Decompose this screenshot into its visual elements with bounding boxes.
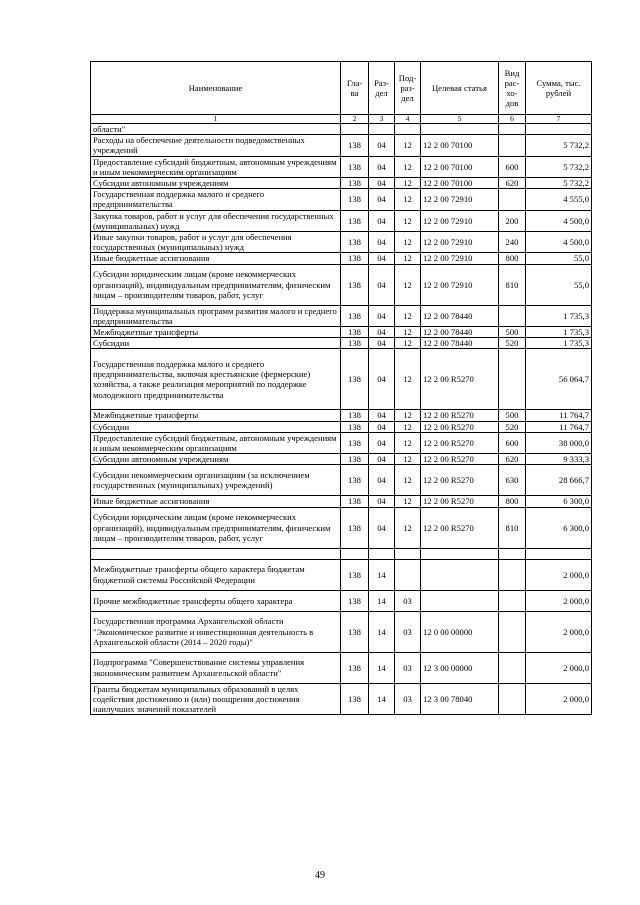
cell-razdel: 04 (369, 496, 395, 507)
cell-glava: 138 (341, 432, 369, 453)
table-row (91, 232, 592, 253)
cell-name: Межбюджетные трансферты общего характера бюджетам бюджетной системы Российской Федерации (91, 559, 341, 590)
cell-podrazdel: 12 (395, 338, 421, 349)
cell-sum: 4 500,0 (526, 210, 592, 231)
table-row (91, 338, 592, 349)
cell-podrazdel: 12 (395, 349, 421, 410)
cell-razdel: 04 (369, 327, 395, 338)
cell-target: 12 2 00 78440 (421, 305, 499, 326)
header-podrazdel: Под-раз-дел (395, 62, 421, 115)
cell-razdel: 04 (369, 410, 395, 421)
cell-name: Закупка товаров, работ и услуг для обеспечения государственных (муниципальных) нужд (91, 210, 341, 231)
cell-target: 12 2 00 72910 (421, 264, 499, 305)
cell-name: Межбюджетные трансферты (91, 410, 341, 421)
cell-sum: 5 732,2 (526, 178, 592, 189)
cell-vid: 800 (499, 496, 526, 507)
cell-target: 12 2 00 78440 (421, 338, 499, 349)
cell-target: 12 2 00 72910 (421, 189, 499, 210)
cell-target: 12 2 00 R5270 (421, 421, 499, 432)
cell-name: Расходы на обеспечение деятельности подведомственных учреждений (91, 135, 341, 156)
cell-glava: 138 (341, 496, 369, 507)
cell-vid: 240 (499, 232, 526, 253)
cell-target: 12 3 00 00000 (421, 652, 499, 683)
table-row (91, 559, 592, 590)
cell-podrazdel: 12 (395, 432, 421, 453)
cell-vid (499, 124, 526, 135)
cell-target: 12 2 00 70100 (421, 178, 499, 189)
cell-sum: 2 000,0 (526, 559, 592, 590)
cell-vid: 600 (499, 432, 526, 453)
cell-glava (341, 124, 369, 135)
cell-target: 12 0 00 00000 (421, 611, 499, 652)
table-row (91, 465, 592, 496)
cell-vid (499, 135, 526, 156)
cell-name: Гранты бюджетам муниципальных образований в целях содействия достижению и (или) поощрения достижения наилучших значений показателей (91, 683, 341, 715)
column-number: 5 (421, 115, 499, 124)
cell-vid (499, 559, 526, 590)
table-row (91, 683, 592, 715)
table-row (91, 156, 592, 177)
cell-vid: 800 (499, 253, 526, 264)
table-row (91, 135, 592, 156)
cell-podrazdel: 03 (395, 611, 421, 652)
cell-sum: 55,0 (526, 264, 592, 305)
cell-sum: 2 000,0 (526, 652, 592, 683)
cell-name: Предоставление субсидий бюджетным, автономным учреждениям и иным некоммерческим организациям (91, 432, 341, 453)
cell-podrazdel: 12 (395, 305, 421, 326)
cell-name: Государственная поддержка малого и среднего предпринимательства (91, 189, 341, 210)
cell-name: Межбюджетные трансферты (91, 327, 341, 338)
table-body (91, 124, 592, 715)
cell-glava: 138 (341, 156, 369, 177)
cell-glava: 138 (341, 349, 369, 410)
cell-podrazdel: 12 (395, 421, 421, 432)
cell-target (421, 124, 499, 135)
cell-sum: 11 764,7 (526, 410, 592, 421)
cell-target: 12 2 00 70100 (421, 156, 499, 177)
cell-glava (341, 548, 369, 559)
cell-vid: 620 (499, 454, 526, 465)
cell-podrazdel: 12 (395, 135, 421, 156)
table-row (91, 454, 592, 465)
cell-vid: 200 (499, 210, 526, 231)
cell-sum: 5 732,2 (526, 156, 592, 177)
cell-sum: 4 500,0 (526, 232, 592, 253)
header-razdel: Раз-дел (369, 62, 395, 115)
column-number: 2 (341, 115, 369, 124)
cell-podrazdel (395, 124, 421, 135)
cell-podrazdel: 12 (395, 496, 421, 507)
cell-vid (499, 189, 526, 210)
cell-podrazdel: 12 (395, 232, 421, 253)
cell-glava: 138 (341, 210, 369, 231)
cell-vid: 810 (499, 507, 526, 548)
cell-razdel: 04 (369, 232, 395, 253)
column-number: 7 (526, 115, 592, 124)
table-row (91, 432, 592, 453)
cell-razdel: 04 (369, 432, 395, 453)
cell-target: 12 2 00 R5270 (421, 496, 499, 507)
cell-razdel: 04 (369, 465, 395, 496)
cell-name: Субсидии (91, 338, 341, 349)
cell-razdel: 14 (369, 611, 395, 652)
cell-podrazdel: 03 (395, 683, 421, 715)
cell-sum: 1 735,3 (526, 338, 592, 349)
cell-name: Субсидии (91, 421, 341, 432)
cell-name (91, 548, 341, 559)
cell-vid (499, 349, 526, 410)
cell-podrazdel: 12 (395, 507, 421, 548)
cell-glava: 138 (341, 465, 369, 496)
cell-glava: 138 (341, 264, 369, 305)
cell-glava: 138 (341, 559, 369, 590)
cell-target: 12 2 00 78440 (421, 327, 499, 338)
table-row (91, 349, 592, 410)
cell-glava: 138 (341, 232, 369, 253)
cell-razdel: 04 (369, 210, 395, 231)
cell-podrazdel (395, 559, 421, 590)
cell-target: 12 2 00 R5270 (421, 507, 499, 548)
cell-target: 12 2 00 70100 (421, 135, 499, 156)
cell-sum: 6 300,0 (526, 496, 592, 507)
cell-target: 12 2 00 72910 (421, 232, 499, 253)
table-row (91, 264, 592, 305)
cell-podrazdel: 12 (395, 210, 421, 231)
cell-sum: 5 732,2 (526, 135, 592, 156)
cell-podrazdel: 12 (395, 465, 421, 496)
cell-podrazdel: 12 (395, 454, 421, 465)
cell-name: Иные закупки товаров, работ и услуг для обеспечения государственных (муниципальных) нужд (91, 232, 341, 253)
column-number: 6 (499, 115, 526, 124)
cell-name: Поддержка муниципальных программ развития малого и среднего предпринимательства (91, 305, 341, 326)
cell-name: Субсидии некоммерческим организациям (за исключением государственных (муниципальных) учреждений) (91, 465, 341, 496)
cell-razdel: 04 (369, 156, 395, 177)
cell-target: 12 2 00 72910 (421, 210, 499, 231)
cell-vid (499, 652, 526, 683)
cell-sum: 2 000,0 (526, 683, 592, 715)
cell-name: Иные бюджетные ассигнования (91, 496, 341, 507)
cell-name: Субсидии автономным учреждениям (91, 178, 341, 189)
header-vid: Вид рас-хо-дов (499, 62, 526, 115)
header-glava: Гла-ва (341, 62, 369, 115)
cell-glava: 138 (341, 189, 369, 210)
cell-razdel: 04 (369, 305, 395, 326)
table-row (91, 189, 592, 210)
cell-vid (499, 305, 526, 326)
column-number: 1 (91, 115, 341, 124)
cell-glava: 138 (341, 454, 369, 465)
cell-glava: 138 (341, 410, 369, 421)
cell-sum: 4 555,0 (526, 189, 592, 210)
cell-target: 12 2 00 R5270 (421, 432, 499, 453)
cell-vid: 620 (499, 178, 526, 189)
cell-razdel: 04 (369, 253, 395, 264)
cell-name: Субсидии юридическим лицам (кроме некоммерческих организаций), индивидуальным предпринимателям, физическим лицам – производителям товаров, работ, услуг (91, 264, 341, 305)
cell-podrazdel: 12 (395, 264, 421, 305)
cell-podrazdel: 03 (395, 652, 421, 683)
cell-razdel: 14 (369, 683, 395, 715)
cell-sum: 6 300,0 (526, 507, 592, 548)
cell-glava: 138 (341, 590, 369, 611)
cell-name: Государственная поддержка малого и среднего предпринимательства, включая крестьянские (фермерские) хозяйства, а также реализация мероприятий по поддержке молодежного предпринимательства (91, 349, 341, 410)
cell-podrazdel: 12 (395, 189, 421, 210)
cell-target: 12 2 00 72910 (421, 253, 499, 264)
cell-glava: 138 (341, 135, 369, 156)
table-row (91, 548, 592, 559)
cell-vid: 520 (499, 421, 526, 432)
cell-sum: 2 000,0 (526, 590, 592, 611)
cell-vid (499, 611, 526, 652)
cell-podrazdel: 12 (395, 178, 421, 189)
cell-vid: 520 (499, 338, 526, 349)
cell-razdel: 04 (369, 454, 395, 465)
cell-vid: 810 (499, 264, 526, 305)
cell-razdel: 04 (369, 338, 395, 349)
cell-glava: 138 (341, 327, 369, 338)
cell-razdel (369, 124, 395, 135)
column-number: 3 (369, 115, 395, 124)
cell-podrazdel: 12 (395, 253, 421, 264)
cell-razdel: 04 (369, 421, 395, 432)
cell-name: Субсидии автономным учреждениям (91, 454, 341, 465)
table-row (91, 507, 592, 548)
cell-name: Субсидии юридическим лицам (кроме некоммерческих организаций), индивидуальным предпринимателям, физическим лицам – производителям товаров, работ, услуг (91, 507, 341, 548)
budget-table (90, 61, 592, 715)
cell-razdel: 04 (369, 135, 395, 156)
cell-name: Государственная программа Архангельской области "Экономическое развитие и инвестиционная деятельность в Архангельской области (2014 – 2020 годы)" (91, 611, 341, 652)
cell-razdel: 14 (369, 559, 395, 590)
cell-glava: 138 (341, 253, 369, 264)
cell-glava: 138 (341, 421, 369, 432)
cell-razdel: 04 (369, 507, 395, 548)
cell-razdel: 14 (369, 652, 395, 683)
cell-glava: 138 (341, 178, 369, 189)
cell-podrazdel (395, 548, 421, 559)
cell-glava: 138 (341, 652, 369, 683)
cell-razdel: 14 (369, 590, 395, 611)
cell-glava: 138 (341, 338, 369, 349)
cell-target: 12 2 00 R5270 (421, 465, 499, 496)
table-row (91, 124, 592, 135)
cell-razdel: 04 (369, 264, 395, 305)
cell-sum: 28 666,7 (526, 465, 592, 496)
cell-vid (499, 548, 526, 559)
cell-podrazdel: 12 (395, 327, 421, 338)
table-row (91, 496, 592, 507)
cell-name: Прочие межбюджетные трансферты общего характера (91, 590, 341, 611)
cell-name: Предоставление субсидий бюджетным, автономным учреждениям и иным некоммерческим организациям (91, 156, 341, 177)
table-row (91, 210, 592, 231)
column-number-row (91, 115, 592, 124)
cell-target (421, 559, 499, 590)
cell-podrazdel: 12 (395, 156, 421, 177)
cell-razdel: 04 (369, 189, 395, 210)
cell-sum: 9 333,3 (526, 454, 592, 465)
table-row (91, 611, 592, 652)
cell-glava: 138 (341, 507, 369, 548)
cell-sum: 2 000,0 (526, 611, 592, 652)
cell-razdel (369, 548, 395, 559)
table-row (91, 178, 592, 189)
cell-sum: 11 764,7 (526, 421, 592, 432)
cell-razdel: 04 (369, 349, 395, 410)
cell-glava: 138 (341, 683, 369, 715)
column-number: 4 (395, 115, 421, 124)
table-header-row (91, 62, 592, 115)
cell-target (421, 590, 499, 611)
table-row (91, 305, 592, 326)
table-row (91, 327, 592, 338)
cell-vid: 600 (499, 156, 526, 177)
cell-target: 12 2 00 R5270 (421, 454, 499, 465)
cell-glava: 138 (341, 305, 369, 326)
cell-name: Подпрограмма "Совершенствование системы управления экономическим развитием Архангельской области" (91, 652, 341, 683)
cell-sum (526, 124, 592, 135)
cell-target: 12 2 00 R5270 (421, 410, 499, 421)
cell-vid (499, 590, 526, 611)
table-row (91, 410, 592, 421)
header-name: Наименование (91, 62, 341, 115)
cell-sum: 38 000,0 (526, 432, 592, 453)
cell-name: Иные бюджетные ассигнования (91, 253, 341, 264)
table-row (91, 590, 592, 611)
cell-sum: 56 064,7 (526, 349, 592, 410)
cell-razdel: 04 (369, 178, 395, 189)
cell-sum: 55,0 (526, 253, 592, 264)
table-row (91, 652, 592, 683)
cell-sum: 1 735,3 (526, 305, 592, 326)
cell-glava: 138 (341, 611, 369, 652)
cell-vid: 500 (499, 327, 526, 338)
table-row (91, 421, 592, 432)
cell-target: 12 2 00 R5270 (421, 349, 499, 410)
cell-target: 12 3 00 78040 (421, 683, 499, 715)
cell-vid: 630 (499, 465, 526, 496)
cell-podrazdel: 03 (395, 590, 421, 611)
table-row (91, 253, 592, 264)
cell-vid: 500 (499, 410, 526, 421)
cell-vid (499, 683, 526, 715)
cell-sum: 1 735,3 (526, 327, 592, 338)
cell-name: области" (91, 124, 341, 135)
header-target: Целевая статья (421, 62, 499, 115)
cell-target (421, 548, 499, 559)
header-sum: Сумма, тыс. рублей (526, 62, 592, 115)
cell-podrazdel: 12 (395, 410, 421, 421)
page-number: 49 (315, 870, 325, 881)
cell-sum (526, 548, 592, 559)
